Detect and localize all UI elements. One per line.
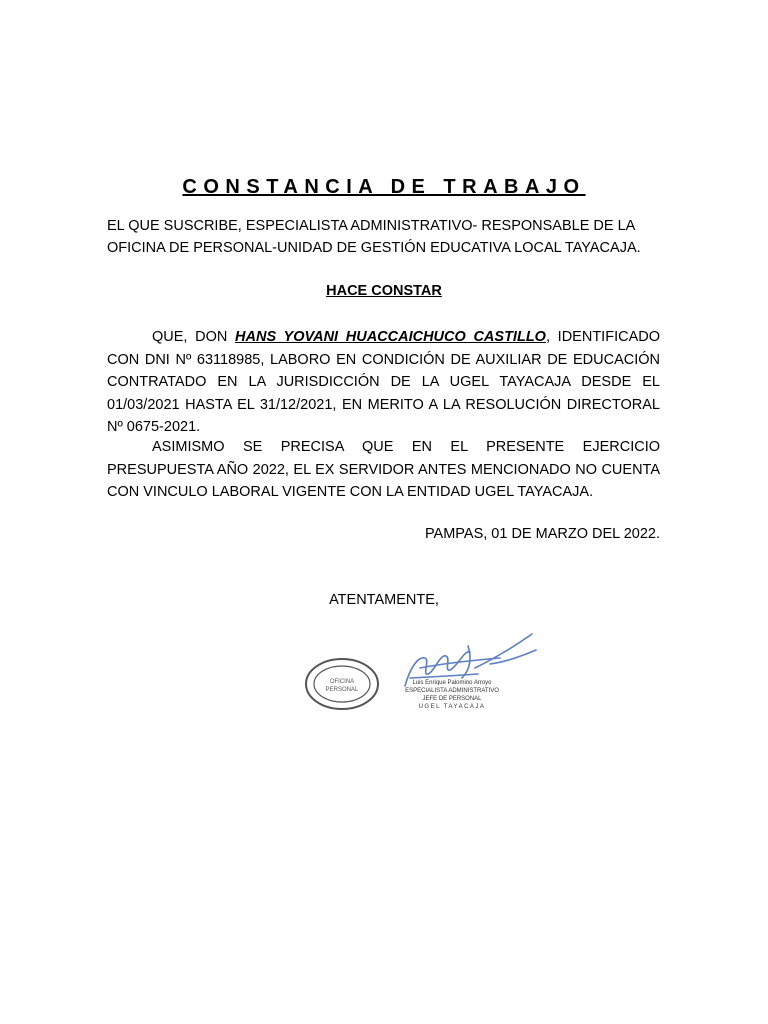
svg-text:Luis Enrique Palomino Arroyo: Luis Enrique Palomino Arroyo (412, 680, 492, 686)
hace-constar-heading: HACE CONSTAR (326, 283, 442, 299)
signature-block (300, 628, 540, 718)
employment-paragraph (107, 326, 660, 439)
document-date: PAMPAS, 01 DE MARZO DEL 2022. (424, 526, 660, 542)
employee-name: HANS YOVANI HUACCAICHUCO CASTILLO (235, 329, 546, 345)
svg-text:ESPECIALISTA ADMINISTRATIVO: ESPECIALISTA ADMINISTRATIVO (405, 688, 499, 694)
handwritten-signature (405, 634, 536, 686)
svg-text:UGEL TAYACAJA: UGEL TAYACAJA (418, 704, 486, 710)
document-title: CONSTANCIA DE TRABAJO (182, 176, 586, 198)
signature-stamp-image (300, 628, 540, 718)
status-paragraph: ASIMISMO SE PRECISA QUE EN EL PRESENTE EJERCICIO PRESUPUESTA AÑO 2022, EL EX SERVIDOR ANTES MENCIONADO NO CUENTA CON VINCULO LABORAL VIGENTE CON LA ENTIDAD UGEL TAYACAJA. (107, 439, 660, 500)
svg-text:OFICINA: OFICINA (329, 679, 355, 685)
paragraph-suffix: , IDENTIFICADO CON DNI Nº 63118985, LABORO EN CONDICIÓN DE AUXILIAR DE EDUCACIÓN CONTRATADO EN LA JURISDICCIÓN DE LA UGEL TAYACAJA DESDE EL 01/03/2021 HASTA EL 31/12/2021, EN MERITO A LA RESOLUCIÓN DIRECTORAL Nº 0675-2021. (107, 329, 660, 435)
svg-text:PERSONAL: PERSONAL (325, 687, 359, 693)
intro-paragraph: EL QUE SUSCRIBE, ESPECIALISTA ADMINISTRATIVO- RESPONSABLE DE LA OFICINA DE PERSONAL-UNIDAD DE GESTIÓN EDUCATIVA LOCAL TAYACAJA. (107, 218, 641, 256)
paragraph-prefix: QUE, DON (152, 329, 236, 345)
office-stamp (306, 659, 378, 709)
signer-stamp-text (405, 680, 499, 710)
closing-text: ATENTAMENTE, (329, 592, 439, 608)
svg-text:JEFE DE PERSONAL: JEFE DE PERSONAL (422, 696, 482, 702)
